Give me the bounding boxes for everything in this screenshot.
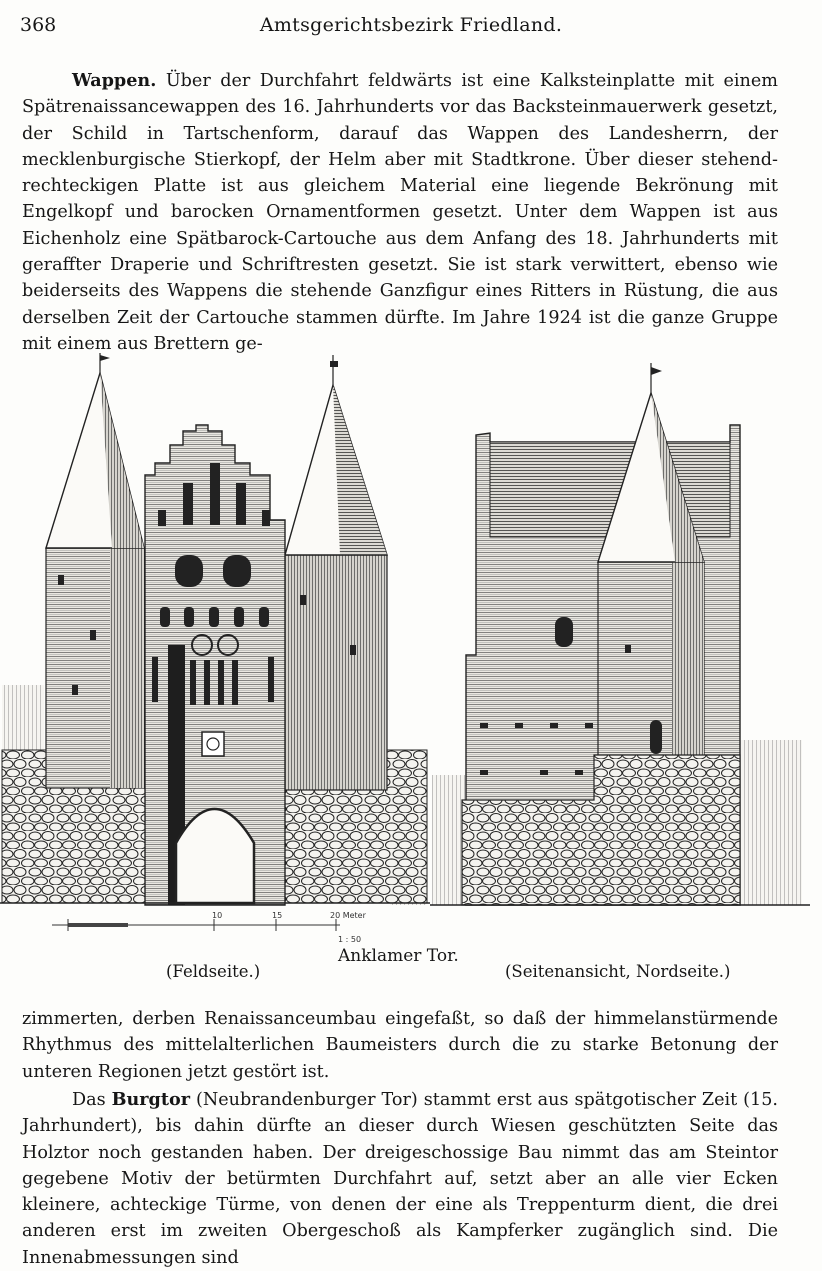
figure-caption-right: (Seitenansicht, Nordseite.)	[505, 962, 731, 981]
gate-illustration	[0, 345, 822, 985]
page-number: 368	[20, 14, 57, 36]
paragraph-text: Über der Durchfahrt feldwärts ist eine Kalksteinplatte mit einem Spätrenaissancewappen des 16. Jahrhunderts vor das Backsteinmauerwerk gesetzt, der Schild in Tartschenform, darauf das Wappen des Landesherrn, der mecklenburgische Stierkopf, der Helm aber mit Stadtkrone. Über dieser stehend-rechteckigen Platte ist aus gleichem Material eine liegende Bekrönung mit Engelkopf und barocken Ornamentformen gesetzt. Unter dem Wappen ist aus Eichenholz eine Spätbarock-Cartouche aus dem Anfang des 18. Jahrhunderts mit geraffter Draperie und Schriftresten gesetzt. Sie ist stark verwittert, ebenso wie beiderseits des Wappens die stehende Ganzfigur eines Ritters in Rüstung, die aus derselben Zeit der Cartouche stammen dürfte. Im Jahre 1924 ist die ganze Gruppe mit einem aus Brettern ge-	[22, 71, 778, 354]
paragraph-text: (Neubrandenburger Tor) stammt erst aus spätgotischer Zeit (15. Jahrhundert), bis dahin dürfte an dieser durch Wiesen geschützten Seite das Holztor noch gestanden haben. Der dreigeschossige Bau nimmt das am Steintor gegebene Motiv der betürmten Durchfahrt auf, setzt aber an alle vier Ecken kleinere, achteckige Türme, von denen der eine als Treppenturm dient, die drei anderen erst im zweiten Obergeschoß als Kampferker zugänglich sind. Die Innenabmessungen sind	[22, 1090, 779, 1268]
scale-label: 15	[272, 911, 283, 920]
paragraph-burgtor	[22, 1087, 778, 1271]
running-head: Amtsgerichtsbezirk Friedland.	[259, 14, 563, 36]
paragraph-prefix: Das	[72, 1090, 112, 1110]
scale-label: 20 Meter	[330, 911, 366, 920]
figure-title: Anklamer Tor.	[338, 946, 459, 966]
paragraph-wappen	[22, 68, 778, 357]
paragraph-text: zimmerten, derben Renaissanceumbau eingefaßt, so daß der himmelanstürmende Rhythmus des mittelalterlichen Baumeisters durch die zu starke Betonung der unteren Regionen jetzt gestört ist.	[22, 1009, 778, 1082]
paragraph-lead: Wappen.	[72, 70, 157, 91]
scale-label: 1 : 50	[338, 935, 362, 944]
paragraph-continuation	[22, 1006, 778, 1085]
figure-caption-left: (Feldseite.)	[166, 962, 261, 981]
anklamer-tor-drawing	[0, 345, 822, 985]
scale-label: 10	[212, 911, 223, 920]
paragraph-bold-term: Burgtor	[111, 1089, 190, 1110]
